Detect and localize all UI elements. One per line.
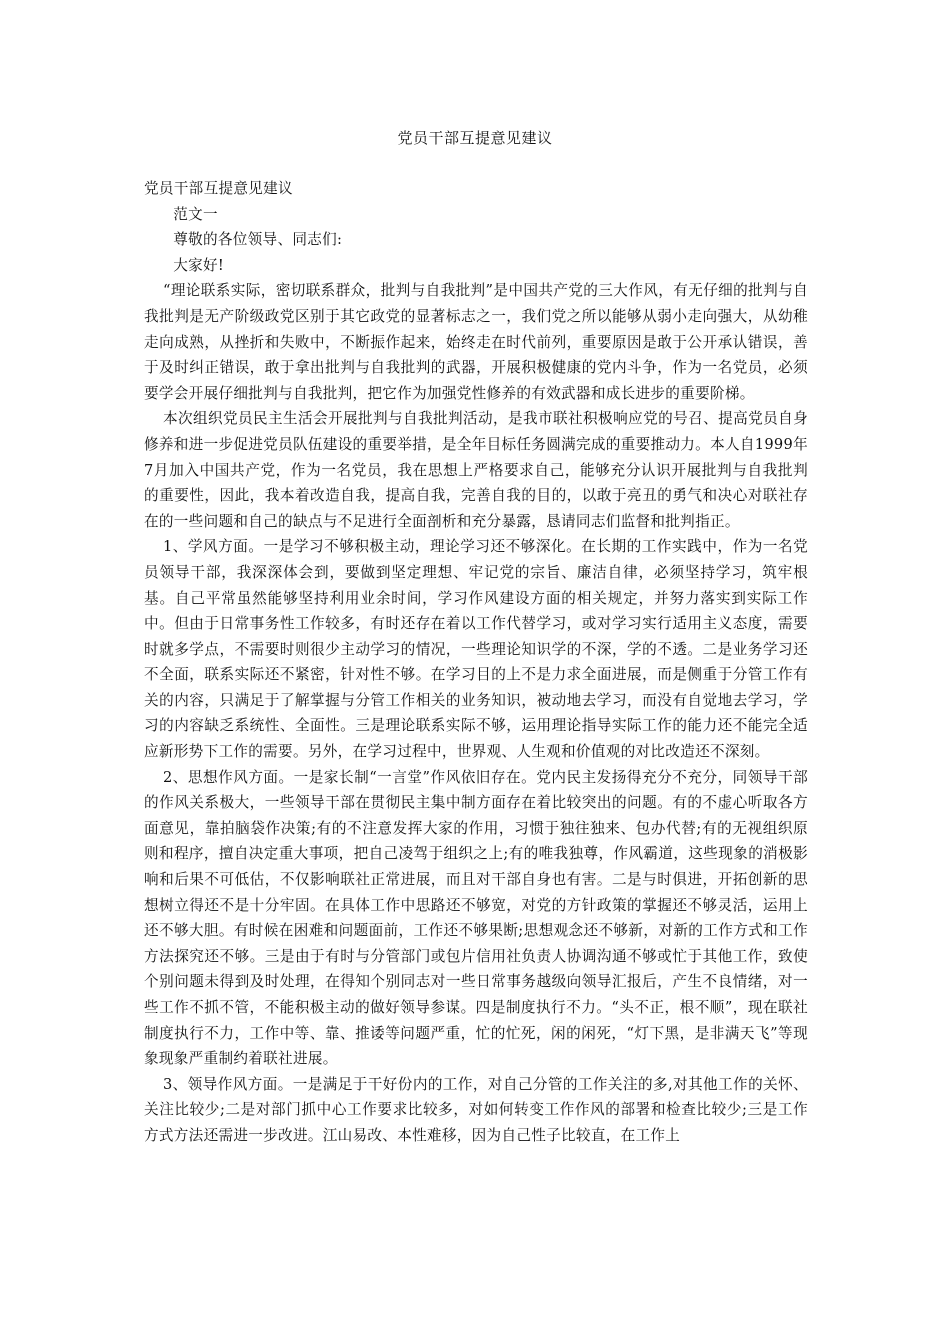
sample-label-paragraph: 范文一 [173, 205, 218, 223]
body-paragraph-intro: “理论联系实际，密切联系群众，批判与自我批判”是中国共产党的三大作风，有无仔细的批判与自我批判是无产阶级政党区别于其它政党的显著标志之一，我们党之所以能够从弱小走向强大，从幼稚走向成熟，从挫折和失败中，不断振作起来，始终走在时代前列，重要原因是敢于公开承认错误，善于及时纠正错误，敢于拿出批判与自我批判的武器，开展积极健康的党内斗争，作为一名党员，必须要学会开展仔细批判与自我批判，把它作为加强党性修养的有效武器和成长进步的重要阶梯。 [144, 282, 808, 402]
greeting-paragraph: 大家好! [173, 256, 225, 274]
document-body [144, 176, 808, 1149]
salutation-paragraph: 尊敬的各位领导、同志们: [173, 231, 343, 249]
body-paragraph-study-style: 1、学风方面。一是学习不够积极主动，理论学习还不够深化。在长期的工作实践中，作为一名党员领导干部，我深深体会到，要做到坚定理想、牢记党的宗旨、廉洁自律，必须坚持学习，筑牢根基。自己平常虽然能够坚持利用业余时间，学习作风建设方面的相关规定，并努力落实到实际工作中。但由于日常事务性工作较多，有时还存在着以工作代替学习，或对学习实行适用主义态度，需要时就多学点，不需要时则很少主动学习的情况，一些理论知识学的不深，学的不透。二是业务学习还不全面，联系实际还不紧密，针对性不够。在学习目的上不是力求全面进展，而是侧重于分管工作有关的内容，只满足于了解掌握与分管工作相关的业务知识，被动地去学习，而没有自觉地去学习，学习的内容缺乏系统性、全面性。三是理论联系实际不够，运用理论指导实际工作的能力还不能完全适应新形势下工作的需要。另外，在学习过程中，世界观、人生观和价值观的对比改造还不深刻。 [144, 538, 808, 761]
subtitle-paragraph: 党员干部互提意见建议 [144, 180, 293, 197]
body-paragraph-purpose: 本次组织党员民主生活会开展批判与自我批判活动，是我市联社积极响应党的号召、提高党员自身修养和进一步促进党员队伍建设的重要举措，是全年目标任务圆满完成的重要推动力。本人自1999年7月加入中国共产党，作为一名党员，我在思想上严格要求自己，能够充分认识开展批判与自我批判的重要性，因此，我本着改造自我，提高自我，完善自我的目的，以敢于亮丑的勇气和决心对联社存在的一些问题和自己的缺点与不足进行全面剖析和充分暴露，恳请同志们监督和批判指正。 [144, 410, 808, 530]
body-paragraph-leadership-style: 3、领导作风方面。一是满足于干好份内的工作，对自己分管的工作关注的多,对其他工作的关怀、关注比较少;二是对部门抓中心工作要求比较多，对如何转变工作作风的部署和检查比较少;三是工作方式方法还需进一步改进。江山易改、本性难移，因为自己性子比较直，在工作上 [144, 1075, 808, 1144]
body-paragraph-thinking-style: 2、思想作风方面。一是家长制“一言堂”作风依旧存在。党内民主发扬得充分不充分，同领导干部的作风关系极大，一些领导干部在贯彻民主集中制方面存在着比较突出的问题。有的不虚心听取各方面意见，靠拍脑袋作决策;有的不注意发挥大家的作用，习惯于独往独来、包办代替;有的无视组织原则和程序，擅自决定重大事项，把自己凌驾于组织之上;有的唯我独尊，作风霸道，这些现象的消极影响和后果不可低估，不仅影响联社正常进展，而且对干部自身也有害。二是与时俱进，开拓创新的思想树立得还不是十分牢固。在具体工作中思路还不够宽，对党的方针政策的掌握还不够灵活，运用上还不够大胆。有时候在困难和问题面前，工作还不够果断;思想观念还不够新，对新的工作方式和工作方法探究还不够。三是由于有时与分管部门或包片信用社负责人协调沟通不够或忙于其他工作，致使个别问题未得到及时处理，在得知个别同志对一些日常事务越级向领导汇报后，产生不良情绪，对一些工作不抓不管，不能积极主动的做好领导参谋。四是制度执行不力。“头不正，根不顺”，现在联社制度执行不力，工作中等、靠、推诿等问题严重，忙的忙死，闲的闲死，“灯下黑，是非满天飞”等现象现象严重制约着联社进展。 [144, 768, 808, 1068]
document-title: 党员干部互提意见建议 [397, 129, 553, 147]
